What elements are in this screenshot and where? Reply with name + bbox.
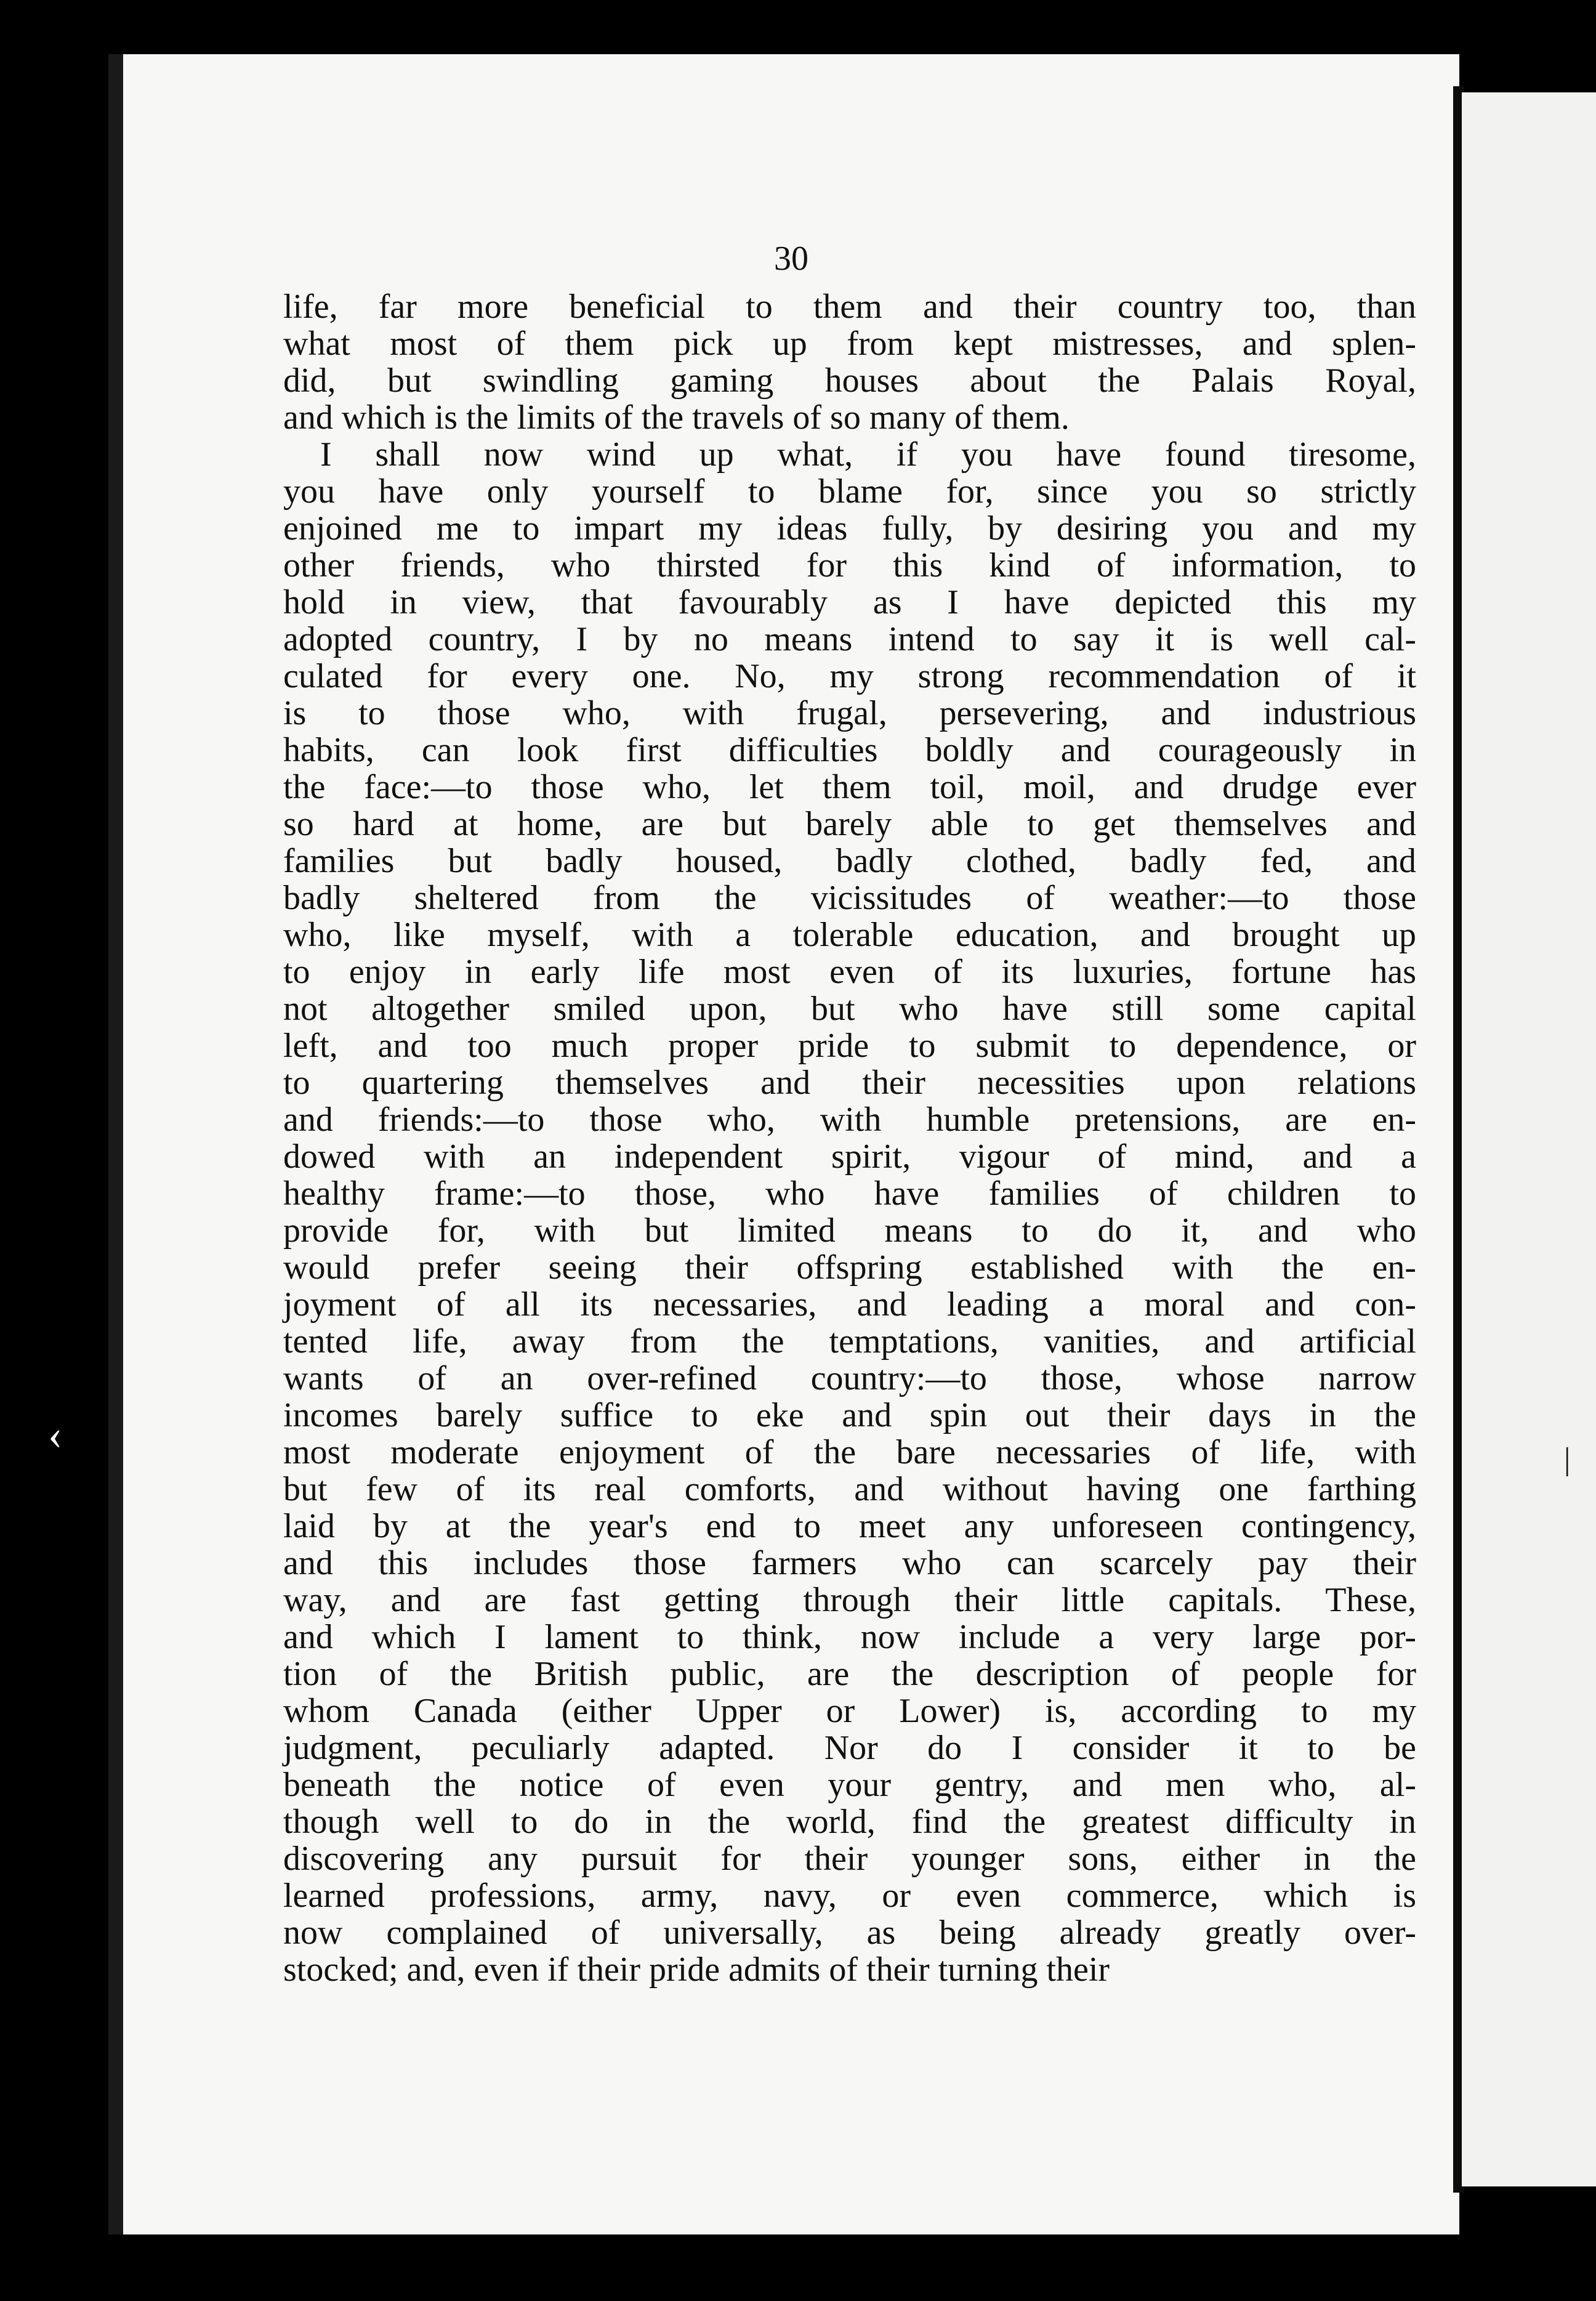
text-line: and which I lament to think, now include a very large por- <box>283 1618 1416 1656</box>
text-line: stocked; and, even if their pride admits of their turning their <box>283 1951 1110 1989</box>
text-line: way, and are fast getting through their little capitals. These, <box>283 1581 1416 1619</box>
text-line: is to those who, with frugal, persevering, and industrious <box>283 694 1416 732</box>
text-line: and this includes those farmers who can scarcely pay their <box>283 1544 1416 1582</box>
text-line: to quartering themselves and their necessities upon relations <box>283 1064 1416 1102</box>
text-line: provide for, with but limited means to do it, and who <box>283 1211 1416 1250</box>
text-line: families but badly housed, badly clothed, badly fed, and <box>283 842 1416 880</box>
text-line: would prefer seeing their offspring established with the en- <box>283 1248 1416 1287</box>
text-line: whom Canada (either Upper or Lower) is, according to my <box>283 1692 1416 1730</box>
text-line: other friends, who thirsted for this kind of information, to <box>283 546 1416 584</box>
text-line: badly sheltered from the vicissitudes of weather:—to those <box>283 879 1416 917</box>
text-line: and which is the limits of the travels of so many of them. <box>283 398 1070 437</box>
text-line: not altogether smiled upon, but who have still some capital <box>283 990 1416 1028</box>
text-line: and friends:—to those who, with humble pretensions, are en- <box>283 1101 1416 1139</box>
text-line: dowed with an independent spirit, vigour of mind, and a <box>283 1138 1416 1176</box>
body-text <box>283 288 1416 1988</box>
text-line: culated for every one. No, my strong recommendation of it <box>283 657 1416 695</box>
book-binding <box>108 54 123 2234</box>
text-line: judgment, peculiarly adapted. Nor do I consider it to be <box>283 1729 1416 1767</box>
book-page <box>123 54 1459 2234</box>
text-line: you have only yourself to blame for, since you so strictly <box>283 472 1416 511</box>
text-line: did, but swindling gaming houses about the Palais Royal, <box>283 362 1416 400</box>
text-line: hold in view, that favourably as I have depicted this my <box>283 583 1416 621</box>
facing-page <box>1462 92 1596 2186</box>
text-line: now complained of universally, as being already greatly over- <box>283 1914 1416 1952</box>
text-line: left, and too much proper pride to submit to dependence, or <box>283 1027 1416 1065</box>
text-line: learned professions, army, navy, or even commerce, which is <box>283 1877 1416 1915</box>
text-line: the face:—to those who, let them toil, moil, and drudge ever <box>283 768 1416 806</box>
text-line: habits, can look first difficulties boldly and courageously in <box>283 731 1416 769</box>
text-line: adopted country, I by no means intend to say it is well cal- <box>283 620 1416 658</box>
text-line: wants of an over-refined country:—to those, whose narrow <box>283 1359 1416 1397</box>
text-line: joyment of all its necessaries, and leading a moral and con- <box>283 1285 1416 1324</box>
text-line: discovering any pursuit for their younger sons, either in the <box>283 1840 1416 1878</box>
margin-mark: ‹ <box>48 1411 63 1458</box>
text-line: most moderate enjoyment of the bare necessaries of life, with <box>283 1433 1416 1471</box>
text-line: to enjoy in early life most even of its luxuries, fortune has <box>283 953 1416 991</box>
text-line: enjoined me to impart my ideas fully, by desiring you and my <box>283 509 1416 548</box>
text-line: what most of them pick up from kept mistresses, and splen- <box>283 325 1416 363</box>
text-line: incomes barely suffice to eke and spin out their days in the <box>283 1396 1416 1434</box>
text-line: who, like myself, with a tolerable education, and brought up <box>283 916 1416 954</box>
text-line: but few of its real comforts, and without having one farthing <box>283 1470 1416 1508</box>
text-line: beneath the notice of even your gentry, and men who, al- <box>283 1766 1416 1804</box>
text-line: though well to do in the world, find the greatest difficulty in <box>283 1803 1416 1841</box>
page-number: 30 <box>774 240 808 278</box>
text-line: tented life, away from the temptations, vanities, and artificial <box>283 1322 1416 1361</box>
text-line: I shall now wind up what, if you have found tiresome, <box>320 435 1416 474</box>
text-line: so hard at home, are but barely able to get themselves and <box>283 805 1416 843</box>
text-line: laid by at the year's end to meet any unforeseen contingency, <box>283 1507 1416 1545</box>
text-line: tion of the British public, are the description of people for <box>283 1655 1416 1693</box>
text-line: life, far more beneficial to them and their country too, than <box>283 288 1416 326</box>
facing-page-scrap: | <box>1564 1442 1571 1477</box>
text-line: healthy frame:—to those, who have families of children to <box>283 1175 1416 1213</box>
